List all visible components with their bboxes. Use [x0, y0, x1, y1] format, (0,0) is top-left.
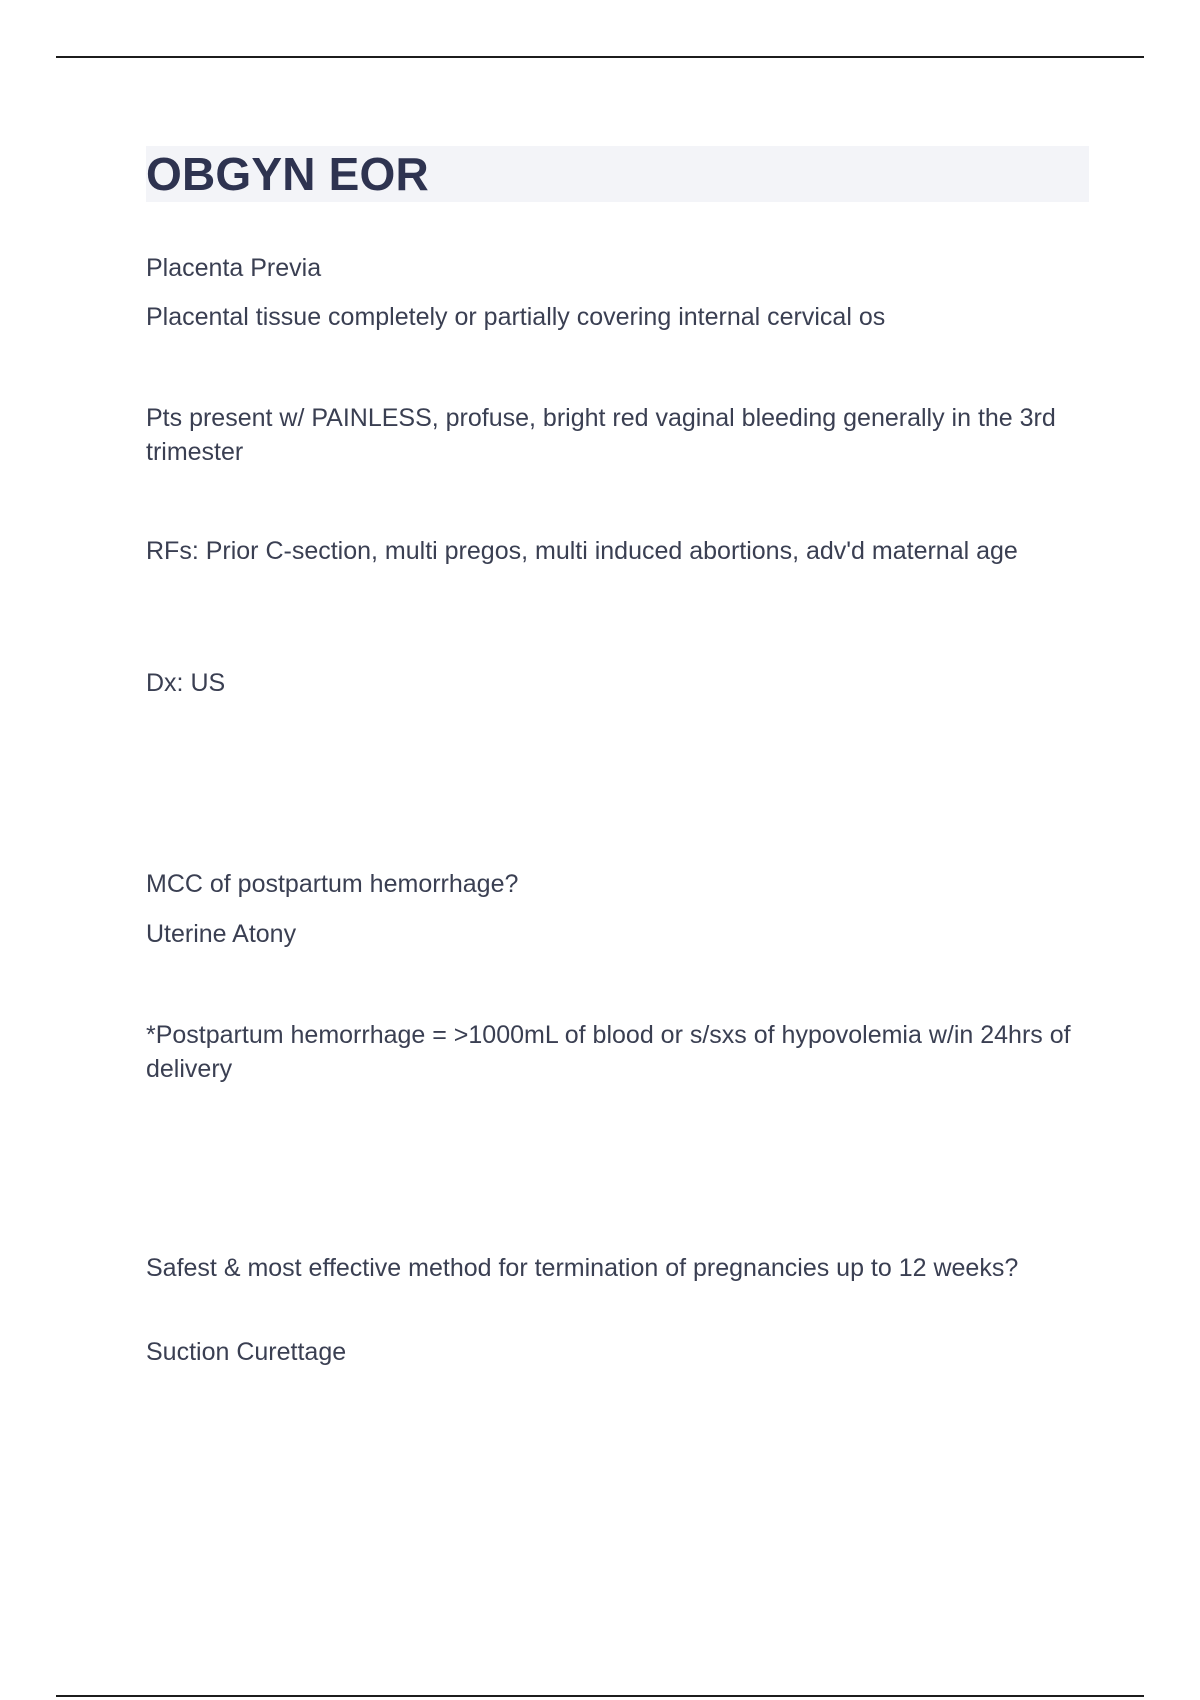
card-answer-line: Placental tissue completely or partially covering internal cervical os [146, 303, 886, 331]
card-question-3: Safest & most effective method for termination of pregnancies up to 12 weeks? [146, 1254, 1019, 1282]
card-question-1: Placenta Previa [146, 254, 322, 282]
footer-rule [56, 1695, 1144, 1697]
card-question-2: MCC of postpartum hemorrhage? [146, 870, 519, 898]
document-title: OBGYN EOR [146, 148, 429, 200]
card-answer-line: RFs: Prior C-section, multi pregos, multi induced abortions, adv'd maternal age [146, 537, 1018, 565]
card-answer-line: Suction Curettage [146, 1338, 347, 1366]
card-answer-line: *Postpartum hemorrhage = >1000mL of blood or s/sxs of hypovolemia w/in 24hrs of delivery [146, 1021, 1071, 1083]
card-answer-line: Pts present w/ PAINLESS, profuse, bright red vaginal bleeding generally in the 3rd trimester [146, 404, 1056, 466]
card-answer-line: Dx: US [146, 669, 226, 697]
header-rule [56, 56, 1144, 58]
card-answer-line: Uterine Atony [146, 920, 297, 948]
